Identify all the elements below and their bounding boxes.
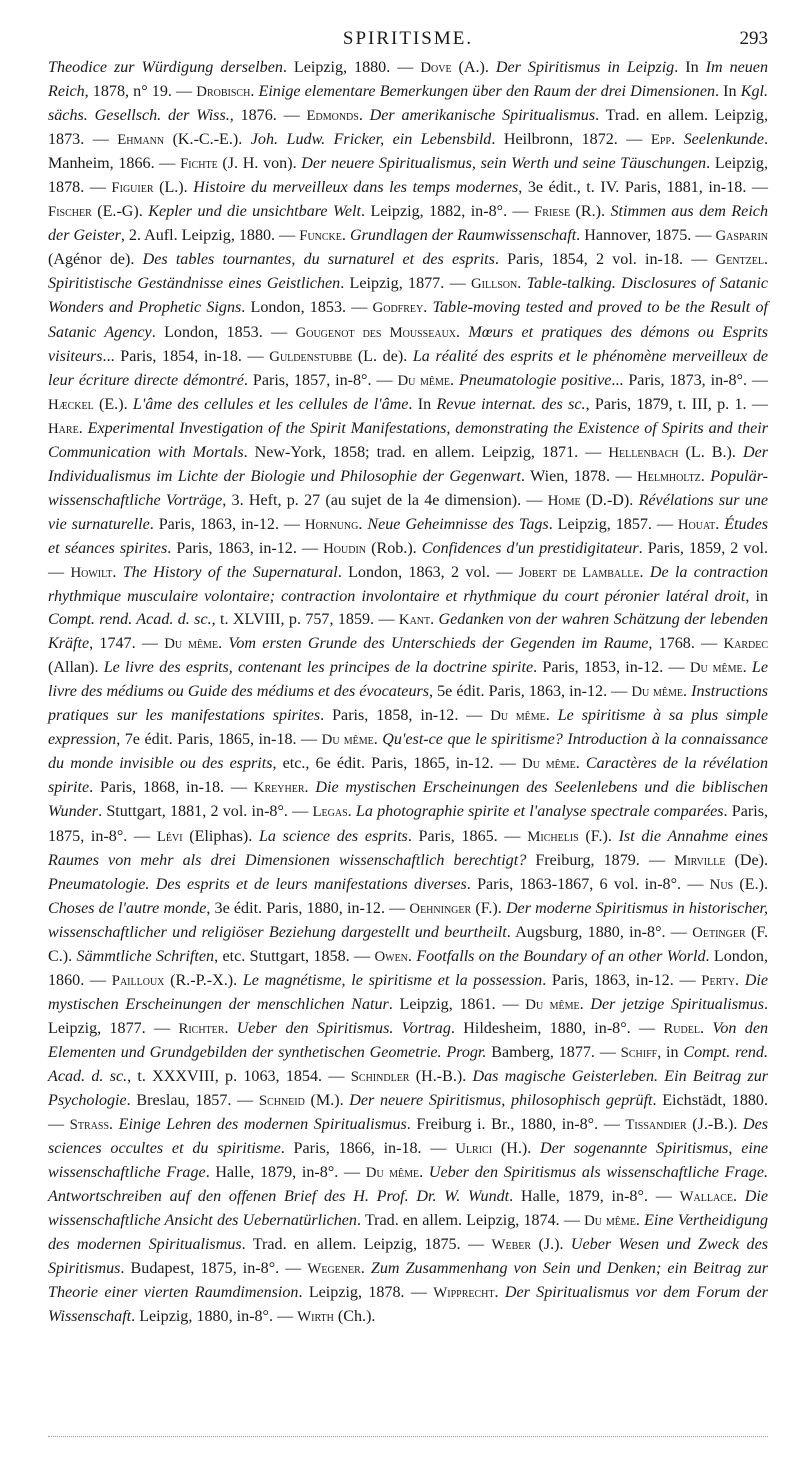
citation-text: . (218, 635, 229, 653)
citation-text: . (358, 107, 370, 125)
work-title: Révélations sur une vie surnaturelle (48, 491, 768, 533)
work-title: Études et séances spirites (48, 515, 768, 557)
citation-text: , 1876. — (229, 107, 307, 125)
citation-text: . London, 1853. — (151, 323, 296, 341)
citation-text: (F. C.). (48, 923, 768, 965)
work-title: Die mystischen Erscheinungen der menschlichen Natur (48, 971, 768, 1013)
work-title: Ueber den Spiritismus als wissenschaftliche Frage. Antwortschreiben auf den offenen Brief des H. Prof. Dr. W. Wundt (48, 1164, 769, 1206)
author-name: Ehmann (117, 132, 165, 149)
citation-text: (D.-D). (580, 491, 639, 509)
citation-text: . (112, 563, 123, 581)
author-name: Du même (525, 996, 580, 1013)
author-name: Figuier (111, 180, 154, 197)
work-title: La science des esprits (258, 827, 408, 845)
citation-text: . Paris, 1859, 2 vol. — (48, 539, 769, 581)
author-name: Tissandier (625, 1117, 687, 1134)
work-title: Des tables tournantes, du surnaturel et des esprits (142, 251, 495, 269)
work-title: Einige Lehren des modernen Spiritualismus (118, 1116, 407, 1134)
citation-text: . (304, 779, 316, 797)
work-title: Experimental Investigation of the Spirit Manifestations, demonstrating the Existence of Spirits and their Communication with Mortals (48, 419, 769, 461)
citation-text: . Halle, 1879, in-8°. — (509, 1188, 680, 1206)
citation-text: Freiburg, 1879. — (526, 851, 675, 869)
work-title: Ueber Wesen und Zweck des Spiritismus (48, 1236, 768, 1278)
citation-text: . Leipzig, 1877. — (48, 995, 769, 1037)
citation-text: . (763, 251, 768, 269)
citation-text: , in (657, 1043, 684, 1061)
author-name: Fichte (180, 156, 218, 173)
citation-text: . (517, 275, 527, 293)
citation-text: , t. XXXVIII, p. 1063, 1854. — (127, 1067, 351, 1085)
author-name: Gentzel (715, 252, 764, 269)
work-title: De la contraction rhythmique musculaire volontaire; contraction involontaire et rhythmique du court péronier latéral droit (48, 563, 769, 606)
author-name: Wegener (307, 1261, 361, 1278)
work-title: Die wissenschaftliche Ansicht des Uebernatürlichen (48, 1188, 769, 1230)
citation-text: . Paris, 1866, in-18. — (280, 1140, 456, 1158)
citation-text: . Augsburg, 1880, in-8°. — (506, 923, 693, 941)
author-name: Houat (677, 516, 716, 533)
citation-text: (F.). (578, 827, 619, 845)
work-title: Im neuen Reich (48, 59, 768, 101)
work-title: Pneumatologie positive (458, 371, 612, 389)
citation-text: , in (745, 588, 768, 606)
citation-text: (K.-C.-E.). (164, 131, 251, 149)
citation-text: (Eliphas). (182, 827, 259, 845)
citation-text: . (545, 707, 558, 725)
author-name: Du même (584, 1213, 636, 1230)
citation-text: . Paris, 1863, in-12. — (167, 539, 324, 557)
citation-text: . London, 1860. — (48, 947, 769, 989)
citation-text: . Leipzig, 1878. — (298, 1284, 434, 1302)
author-name: Gillson (470, 276, 518, 293)
author-name: Friese (534, 204, 571, 221)
author-name: Wipprecht (433, 1285, 495, 1302)
author-name: Oetinger (692, 924, 746, 941)
citation-text: . (700, 467, 711, 485)
work-title: Populär-wissenschaftliche Vorträge (48, 467, 768, 509)
work-title: Mœurs et pratiques des démons ou Esprits visiteurs (48, 323, 768, 365)
work-title: Des sciences occultes et du spiritisme (48, 1116, 768, 1158)
citation-text: (L.). (153, 179, 194, 197)
author-name: Nus (709, 876, 734, 893)
running-header (48, 22, 768, 56)
citation-text: . Paris, 1863-1867, 6 vol. in-8°. — (466, 875, 710, 893)
citation-text: . Leipzig, 1878. — (48, 155, 768, 197)
work-title: Die mystischen Erscheinungen des Seelenlebens und die biblischen Wunder (48, 779, 769, 821)
citation-text: . (742, 659, 752, 677)
work-title: Seelenkunde (683, 131, 764, 149)
citation-text: (F.). (471, 899, 506, 917)
author-name: Du même (397, 372, 450, 389)
work-title: Der Spiritismus in Leipzig (495, 59, 675, 76)
citation-text: . (699, 1019, 713, 1037)
work-title: Revue internat. des sc. (436, 395, 586, 413)
citation-text: . Leipzig, 1861. — (388, 995, 526, 1013)
author-name: Oehninger (409, 900, 472, 917)
page (48, 22, 768, 1329)
citation-text: ... Paris, 1873, in-8°. — (611, 371, 769, 389)
citation-text: . (358, 515, 368, 533)
author-name: Perty (701, 972, 736, 989)
work-title: Ueber den Spiritismus. Vortrag (236, 1019, 451, 1037)
author-name: Home (547, 492, 581, 509)
citation-text: . (109, 1116, 119, 1134)
citation-text: . Trad. en allem. Leipzig, 1874. — (356, 1212, 585, 1230)
work-title: Kgl. sächs. Gesellsch. der Wiss. (48, 83, 769, 125)
author-name: Du même (522, 756, 576, 773)
work-title: Caractères de la révélation spirite (48, 755, 769, 797)
author-name: Houdin (323, 540, 367, 557)
citation-text: , 3e édit., t. IV. Paris, 1881, in-18. — (518, 179, 768, 197)
work-title: Grundlagen der Raumwissenschaft (349, 227, 577, 245)
citation-text: , etc. Stuttgart, 1858. — (214, 947, 375, 965)
work-title: Sämmtliche Schriften (76, 947, 215, 965)
author-name: Michelis (527, 828, 579, 845)
citation-text: . Leipzig, 1880, in-8°. — (131, 1308, 298, 1326)
citation-text: . (575, 755, 586, 773)
citation-text: . (715, 515, 725, 533)
citation-text: , t. XLVIII, p. 757, 1859. — (211, 611, 399, 629)
author-name: Mirville (674, 852, 726, 869)
citation-text: . (635, 1212, 645, 1230)
author-name: Du même (321, 732, 374, 749)
author-name: Schindler (350, 1068, 410, 1085)
citation-text: . Trad. en allem. Leipzig, 1873. — (48, 107, 768, 149)
citation-text: . (671, 131, 684, 149)
citation-text: . In (408, 395, 437, 413)
work-title: Theodice zur Würdigung derselben (48, 59, 283, 76)
citation-text: (E.). (93, 395, 133, 413)
page-number: 293 (739, 28, 768, 49)
work-title: La photographie spirite et l'analyse spectrale comparées (355, 803, 724, 821)
citation-text: (L. B.). (678, 443, 743, 461)
citation-text: . New-York, 1858; trad. en allem. Leipzig, 1871. — (243, 443, 609, 461)
work-title: Vom ersten Grunde des Unterschieds der Gegenden im Raume (228, 635, 649, 653)
work-title: Neue Geheimnisse des Tags (367, 515, 549, 533)
citation-text: . London, 1853. — (241, 299, 373, 317)
citation-text: . London, 1863, 2 vol. — (337, 563, 519, 581)
citation-text: (R.-P.-X.). (164, 971, 243, 989)
work-title: La réalité des esprits et le phénomène merveilleux de leur écriture directe démontré (48, 347, 769, 389)
work-title: Stimmen aus dem Reich der Geister (48, 203, 768, 245)
citation-text: . Paris, 1853, in-12. — (533, 659, 690, 677)
citation-text: . Paris, 1863, in-12. — (542, 971, 702, 989)
author-name: Wirth (297, 1309, 334, 1326)
author-name: Gougenot des Mousseaux (295, 324, 457, 341)
citation-text: . (423, 299, 433, 317)
author-name: Schneid (258, 1093, 305, 1110)
work-title: Le livre des esprits, contenant les principes de la doctrine spirite (103, 659, 534, 677)
author-name: Jobert de Lamballe (518, 564, 640, 581)
work-title: Der moderne Spiritismus in historischer, wissenschaftlicher und religiöser Beziehung dargestellt und beurtheilt (48, 899, 769, 941)
work-title: Ist die Annahme eines Raumes von mehr als drei Dimensionen wissenschaftlich berechtigt? (48, 827, 769, 869)
citation-text: . Budapest, 1875, in-8°. — (120, 1260, 308, 1278)
citation-text: . Paris, 1858, in-12. — (320, 707, 491, 725)
citation-text: . (579, 995, 591, 1013)
citation-text: . (224, 1019, 237, 1037)
author-name: Rudel (663, 1020, 700, 1037)
citation-text: . (419, 1164, 429, 1182)
author-name: Gasparin (715, 228, 768, 245)
citation-text: (E.-G). (91, 203, 149, 221)
citation-text: , 1747. — (89, 635, 165, 653)
citation-text: . In (715, 83, 741, 101)
citation-text: (L. de). (352, 347, 413, 365)
citation-text: . Paris, 1854, 2 vol. in-18. — (494, 251, 716, 269)
citation-text: ... Paris, 1854, in-18. — (102, 347, 270, 365)
citation-text: (Allan). (48, 659, 104, 677)
citation-text: . Leipzig, 1857. — (548, 515, 678, 533)
work-title: Eine Vertheidigung des modernen Spiritualismus (48, 1212, 769, 1254)
citation-text: . Paris, 1875, in-8°. — (48, 803, 768, 845)
citation-text: , 3e édit. Paris, 1880, in-12. — (206, 899, 410, 917)
citation-text: , Paris, 1879, t. III, p. 1. — (585, 395, 768, 413)
work-title: Der amerikanische Spiritualismus (369, 107, 596, 125)
work-title: Gedanken von der wahren Schätzung der lebenden Kräfte (48, 611, 769, 653)
author-name: Kardec (723, 636, 769, 653)
citation-text: . In (674, 59, 706, 76)
work-title: L'âme des cellules et les cellules de l'âme (132, 395, 409, 413)
author-name: Godfrey (372, 300, 424, 317)
bibliography-paragraph (48, 56, 768, 1329)
citation-text: . Leipzig, 1882, in-8°. — (361, 203, 535, 221)
author-name: Wallace (679, 1189, 733, 1206)
citation-text: . (341, 227, 350, 245)
author-name: Richter (178, 1020, 225, 1037)
work-title: Von den Elementen und Grundgebilden der synthetischen Geometrie. Progr. (48, 1019, 769, 1061)
citation-text: , 3. Heft, p. 27 (au sujet de la 4e dimension). — (222, 491, 548, 509)
author-name: Epp (650, 132, 672, 149)
work-title: Table-talking. Disclosures of Satanic Wonders and Prophetic Signs (48, 275, 768, 317)
author-name: Lévi (156, 828, 183, 845)
author-name: Kreyher (253, 780, 305, 797)
work-title: Compt. rend. Acad. d. sc. (48, 1043, 768, 1085)
citation-text: (H.). (492, 1140, 541, 1158)
work-title: The History of the Supernatural (122, 563, 338, 581)
author-name: Strass (69, 1117, 110, 1134)
citation-text: . (250, 83, 259, 101)
author-name: Hornung (304, 516, 359, 533)
citation-text: (E.). (733, 875, 769, 893)
citation-text: . Eichstädt, 1880. — (48, 1092, 768, 1134)
citation-text: . Wien, 1878. — (520, 467, 638, 485)
work-title: Kepler und die unsichtbare Welt (148, 203, 361, 221)
author-name: Du même (490, 708, 546, 725)
citation-text: . Paris, 1868, in-18. — (89, 779, 254, 797)
citation-text: . (373, 731, 383, 749)
citation-text: (Rob.). (366, 539, 422, 557)
work-title: Der jetzige Spiritualismus (590, 995, 764, 1013)
citation-text: . (347, 803, 356, 821)
work-title: Der Individualismus im Lichte der Biologie und Philosophie der Gegenwart (48, 443, 768, 485)
work-title: Le spiritisme à sa plus simple expression (48, 707, 769, 749)
work-title: Choses de l'autre monde (48, 899, 207, 917)
author-name: Du même (365, 1165, 420, 1182)
citation-text: . Freiburg i. Br., 1880, in-8°. — (406, 1116, 626, 1134)
citation-text: . Paris, 1863, in-12. — (149, 515, 305, 533)
author-name: Hare (48, 420, 79, 437)
citation-text: . (639, 563, 650, 581)
citation-text: . Stuttgart, 1881, 2 vol. in-8°. — (98, 803, 313, 821)
citation-text: (De). (725, 851, 769, 869)
citation-text: . (735, 971, 745, 989)
citation-text: , 1768. — (648, 635, 724, 653)
citation-text: . (732, 1188, 745, 1206)
author-name: Schiff (620, 1044, 658, 1061)
citation-text: , 2. Aufl. Leipzig, 1880. — (120, 227, 300, 245)
author-name: Fischer (48, 204, 92, 221)
citation-text: (M.). (304, 1092, 350, 1110)
citation-text: Bamberg, 1877. — (486, 1043, 621, 1061)
citation-text: . Trad. en allem. Leipzig, 1875. — (241, 1236, 492, 1254)
work-title: Der Spiritualismus vor dem Forum der Wissenschaft (48, 1284, 768, 1326)
author-name: Drobisch (196, 84, 251, 101)
author-name: Legas (312, 804, 348, 821)
work-title: Confidences d'un prestidigitateur (421, 539, 639, 557)
work-title: Spiritistische Geständnisse eines Geistlichen (48, 275, 341, 293)
citation-text: , 1878, n° 19. — (84, 83, 197, 101)
author-name: Funcke (299, 228, 342, 245)
citation-text: . Heilbronn, 1872. — (491, 131, 651, 149)
citation-text: . (430, 611, 439, 629)
work-title: Zum Zusammenhang von Sein und Denken; ein Beitrag zur Theorie einer vierten Raumdimension (48, 1260, 769, 1302)
citation-text: (R.). (570, 203, 611, 221)
citation-text: . Leipzig, 1880. — (282, 59, 421, 76)
work-title: Der sogenannte Spiritismus, eine wissenschaftliche Frage (48, 1140, 769, 1182)
citation-text: . (449, 371, 459, 389)
author-name: Edmonds (306, 108, 359, 125)
author-name: Hellenbach (608, 444, 679, 461)
running-title: SPIRITISME. (342, 28, 474, 49)
citation-text: (J.-B.). (686, 1116, 743, 1134)
author-name: Helmholtz (637, 468, 701, 485)
work-title: Table-moving tested and proved to be the Result of Satanic Agency (48, 299, 769, 341)
work-title: Compt. rend. Acad. d. sc. (48, 611, 212, 629)
citation-text: . Breslau, 1857. — (126, 1092, 259, 1110)
author-name: Ulrici (455, 1141, 493, 1158)
author-name: Du même (164, 636, 219, 653)
citation-text: . (78, 419, 88, 437)
author-name: Owen (374, 948, 408, 965)
citation-text: . (456, 323, 469, 341)
citation-text: , etc., 6e édit. Paris, 1865, in-12. — (272, 755, 523, 773)
citation-text: (H.-B.). (409, 1067, 473, 1085)
author-name: Du même (631, 684, 684, 701)
author-name: Hæckel (48, 396, 94, 413)
citation-text: , 5e édit. Paris, 1863, in-12. — (429, 683, 632, 701)
citation-text: . Halle, 1879, in-8°. — (205, 1164, 366, 1182)
work-title: Joh. Ludw. Fricker, ein Lebensbild (250, 131, 492, 149)
citation-text: . (683, 683, 692, 701)
citation-text: . Hannover, 1875. — (576, 227, 716, 245)
citation-text: , 7e édit. Paris, 1865, in-18. — (116, 731, 322, 749)
citation-text: . (407, 947, 417, 965)
work-title: Le magnétisme, le spiritisme et la possession (242, 971, 543, 989)
work-title: Das magische Geisterleben. Ein Beitrag zur Psychologie (48, 1067, 769, 1110)
author-name: Guldenstubbe (269, 348, 353, 365)
author-name: Kant (398, 612, 431, 629)
citation-text: (Agénor de). (48, 251, 143, 269)
work-title: Einige elementare Bemerkungen über den Raum der drei Dimensionen (258, 83, 716, 101)
citation-text: . Paris, 1857, in-8°. — (243, 371, 398, 389)
citation-text: (A.). (451, 59, 496, 76)
citation-text: . Leipzig, 1877. — (340, 275, 471, 293)
work-title: Footfalls on the Boundary of an other World (416, 947, 706, 965)
author-name: Pailloux (111, 972, 165, 989)
author-name: Dove (420, 60, 452, 76)
citation-text: . (360, 1260, 371, 1278)
citation-text: (J.). (531, 1236, 571, 1254)
citation-text: . Paris, 1865. — (407, 827, 528, 845)
work-title: Qu'est-ce que le spiritisme? Introduction à la connaissance du monde invisible ou des esprits (48, 731, 769, 773)
citation-text: . Hildesheim, 1880, in-8°. — (450, 1019, 664, 1037)
citation-text: (Ch.). (333, 1308, 376, 1326)
work-title: Le livre des médiums ou Guide des médiums et des évocateurs (48, 659, 769, 701)
author-name: Weber (491, 1237, 532, 1254)
work-title: Pneumatologie. Des esprits et de leurs manifestations diverses (48, 875, 467, 893)
citation-text: (J. H. von). (217, 155, 302, 173)
citation-text: . Manheim, 1866. — (48, 131, 769, 173)
citation-text: . (494, 1284, 505, 1302)
footer-dotted-rule (48, 1436, 768, 1437)
work-title: Instructions pratiques sur les manifestations spirites (48, 683, 769, 725)
work-title: Histoire du merveilleux dans les temps modernes (193, 179, 519, 197)
work-title: Der neuere Spiritualismus, sein Werth und seine Täuschungen (301, 155, 707, 173)
author-name: Howilt (70, 564, 113, 581)
author-name: Du même (689, 660, 743, 677)
work-title: Der neuere Spiritismus, philosophisch geprüft (349, 1092, 653, 1110)
